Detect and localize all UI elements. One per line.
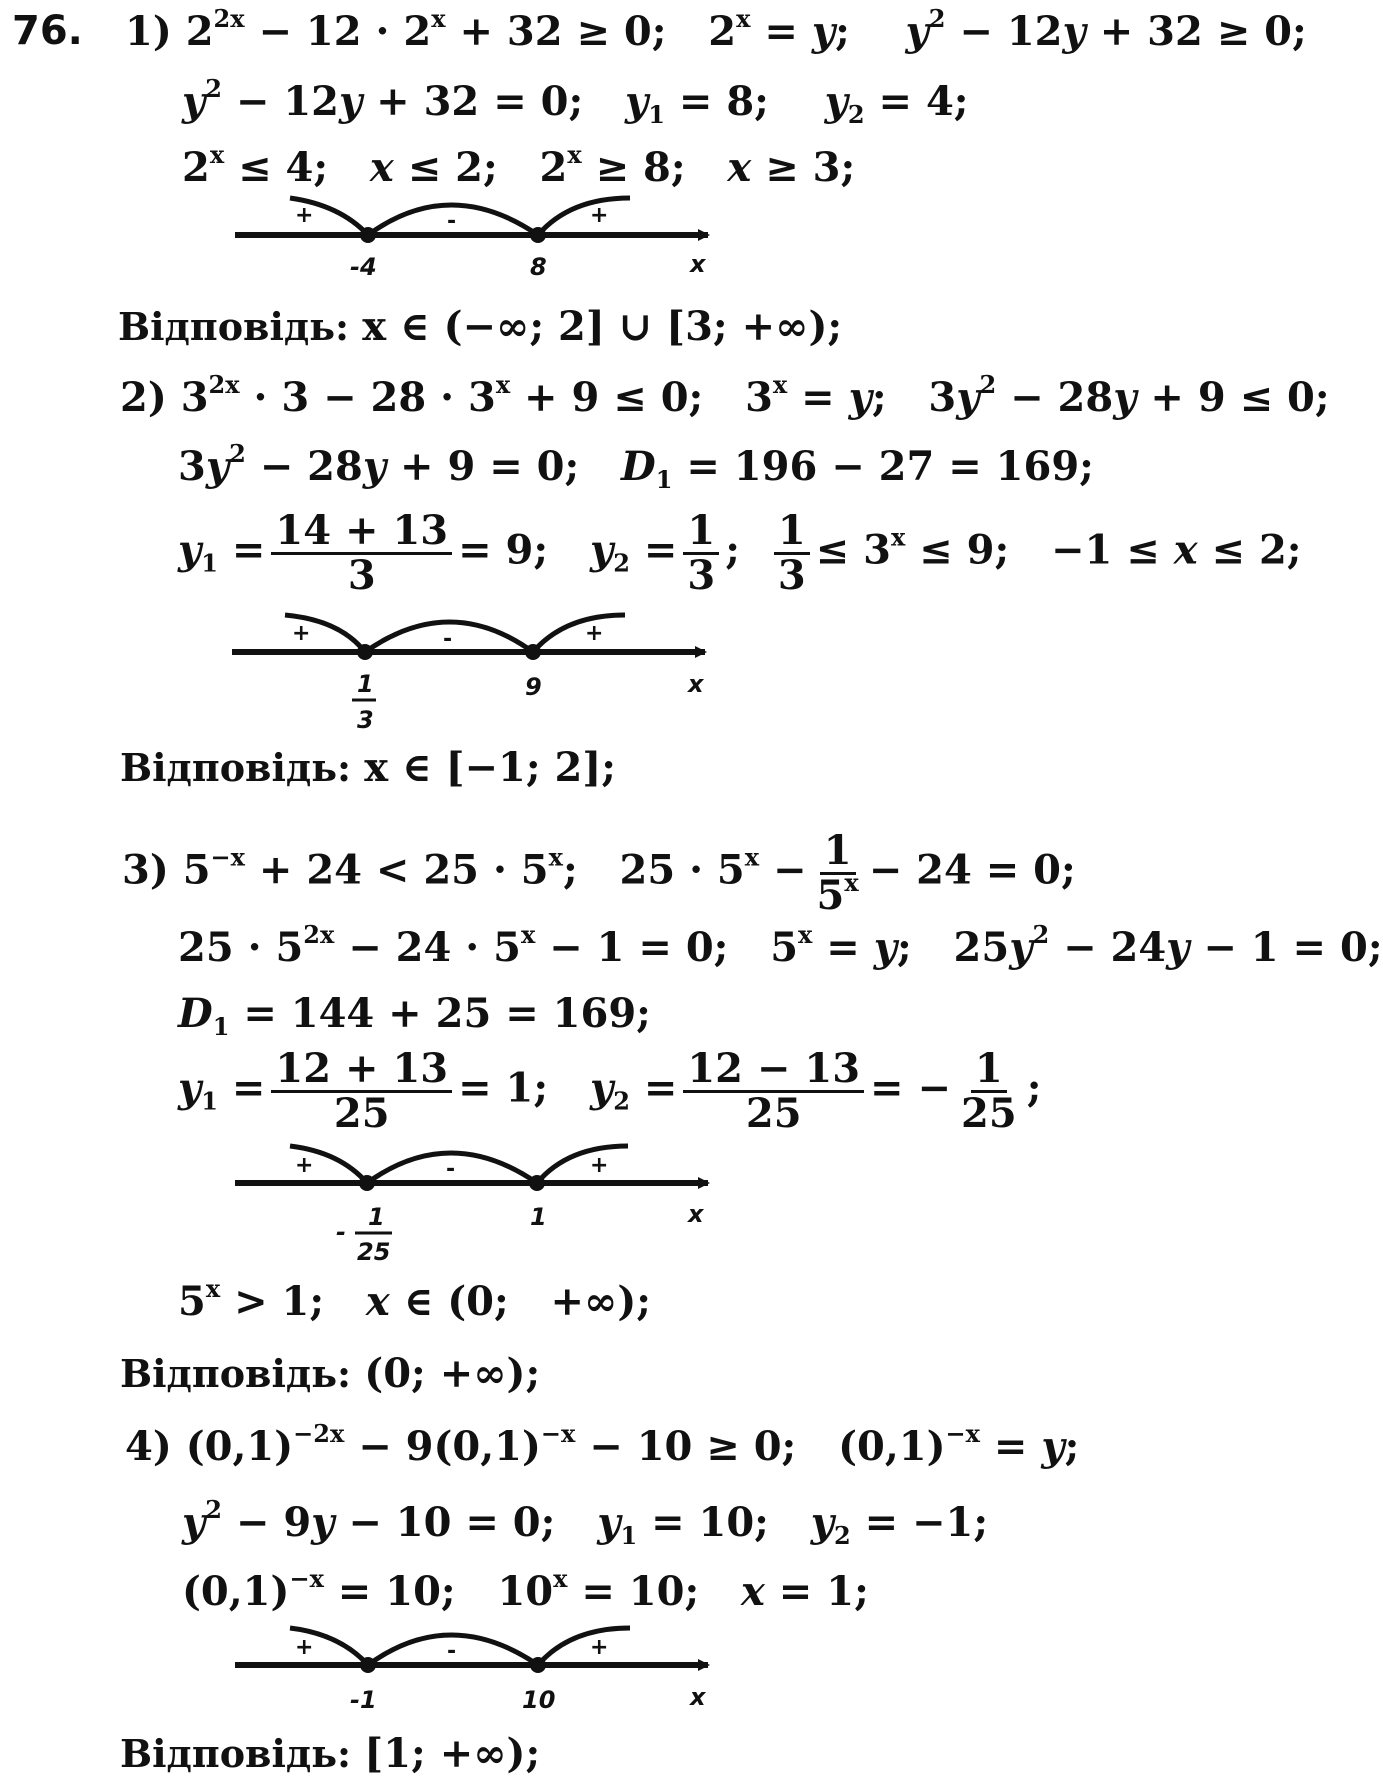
root-label: -1 bbox=[350, 1686, 377, 1714]
root-label-num: 1 bbox=[357, 670, 374, 698]
number-line-4 bbox=[235, 1628, 708, 1714]
part3-y2-mid: = − bbox=[870, 1064, 952, 1112]
part1-answer-value: x ∈ (−∞; 2] ∪ [3; +∞); bbox=[362, 303, 843, 350]
frac-numerator: 1 bbox=[774, 510, 810, 555]
root-point bbox=[525, 644, 541, 660]
number-line-3 bbox=[235, 1146, 708, 1266]
number-line-2 bbox=[232, 615, 705, 734]
sign-plus: + bbox=[295, 1153, 314, 1178]
part1-line3: $2^x \le 4$; x ≤ 2; $2^x \ge 8$; x ≥ 3; bbox=[182, 140, 856, 191]
part2-line3: $y_1$ = $\frac{14 + 13}{3}$ = 9; $y_2$ = $\frac{1}{3}$ ; $\frac{1}{3}$ ≤ $3^x \le 9$; −1 ≤ x ≤ 2; bbox=[178, 507, 1302, 599]
frac-denominator: 3 bbox=[687, 552, 716, 599]
answer-label: Відповідь: bbox=[120, 745, 352, 790]
root-label: 10 bbox=[522, 1686, 556, 1714]
part2-y1-rhs: = 9; bbox=[458, 526, 549, 574]
frac-numerator: 1 bbox=[971, 1048, 1007, 1093]
part3-label: 3) bbox=[122, 846, 169, 894]
part1-eq1: $2^{2x} - 12 \cdot 2^x + 32 \ge 0$; $2^x = y$; $y^2 - 12y + 32 \ge 0$; bbox=[185, 4, 1307, 55]
frac-denominator: 25 bbox=[961, 1090, 1017, 1137]
axis-var-label: x bbox=[688, 670, 704, 698]
part2-answer-value: x ∈ [−1; 2]; bbox=[364, 744, 617, 791]
part4-answer-value: [1; +∞); bbox=[364, 1730, 541, 1777]
sign-plus: + bbox=[292, 621, 311, 646]
answer-label: Відповідь: bbox=[120, 1351, 352, 1396]
sign-arc bbox=[538, 1628, 630, 1665]
number-line-1 bbox=[235, 198, 708, 281]
frac-numerator: 1 bbox=[820, 830, 856, 875]
part2-line2: $3y^2 - 28y + 9 = 0$; $D_1 = 196 - 27 = 169$; bbox=[178, 439, 1094, 494]
part3-line5: $5^x > 1$; x ∈ (0; +∞); bbox=[178, 1274, 652, 1325]
frac-denominator: 25 bbox=[333, 1090, 390, 1137]
part1-line2: $y^2 - 12y + 32 = 0$; $y_1 = 8$; $y_2 = 4$; bbox=[182, 74, 969, 129]
sign-plus: + bbox=[295, 203, 314, 228]
part4-line2: $y^2 - 9y - 10 = 0$; $y_1 = 10$; $y_2 = -1$; bbox=[182, 1495, 989, 1550]
root-label: -4 bbox=[350, 253, 377, 281]
root-label-sign: - bbox=[336, 1218, 346, 1246]
root-label-den: 3 bbox=[357, 706, 374, 734]
root-point bbox=[359, 1175, 375, 1191]
frac-denominator: 25 bbox=[745, 1090, 802, 1137]
root-point bbox=[360, 1657, 376, 1673]
part2-label: 2) bbox=[120, 374, 167, 421]
sign-plus: + bbox=[590, 203, 609, 228]
sign-plus: + bbox=[590, 1635, 609, 1660]
root-point bbox=[530, 227, 546, 243]
root-point bbox=[357, 644, 373, 660]
axis-var-label: x bbox=[688, 1200, 704, 1228]
frac-numerator: 1 bbox=[683, 510, 719, 555]
part3-line4: $y_1$ = $\frac{12 + 13}{25}$ = 1; $y_2$ = $\frac{12 - 13}{25}$ = − $\frac{1}{25}$ ; bbox=[178, 1045, 1042, 1137]
part3-answer-value: (0; +∞); bbox=[364, 1350, 541, 1397]
part3-line3: $D_1 = 144 + 25 = 169$; bbox=[178, 990, 651, 1041]
frac-numerator: 12 + 13 bbox=[271, 1048, 452, 1093]
frac-numerator: 14 + 13 bbox=[271, 510, 452, 555]
answer-label: Відповідь: bbox=[118, 304, 350, 349]
root-label: 1 bbox=[530, 1203, 547, 1231]
sign-plus: + bbox=[590, 1153, 609, 1178]
frac-denominator: 3 bbox=[777, 552, 806, 599]
axis-var-label: x bbox=[690, 1683, 706, 1711]
part4-line1: 4) $(0,1)^{-2x} - 9(0,1)^{-x} - 10 \ge 0$; $(0,1)^{-x} = y$; bbox=[125, 1419, 1080, 1470]
root-point bbox=[360, 227, 376, 243]
sign-minus: - bbox=[443, 627, 453, 652]
sign-arc bbox=[537, 1146, 628, 1183]
sign-minus: - bbox=[447, 209, 457, 234]
frac-numerator: 12 − 13 bbox=[683, 1048, 864, 1093]
part2-eq1: $3^{2x} \cdot 3 - 28 \cdot 3^x + 9 \le 0$; $3^x = y$; $3y^2 - 28y + 9 \le 0$; bbox=[180, 370, 1330, 421]
axis-var-label: x bbox=[690, 250, 706, 278]
sign-plus: + bbox=[585, 621, 604, 646]
root-point bbox=[530, 1657, 546, 1673]
part3-line1: 3) $5^{-x} + 24 < 25 \cdot 5^x$; $25 \cdot 5^x$ − $\frac{1}{5^x}$ − 24 = 0; bbox=[122, 827, 1076, 919]
answer-label: Відповідь: bbox=[120, 1731, 352, 1776]
problem-number: 76. bbox=[12, 8, 83, 54]
frac-denominator: 5$^x$ bbox=[816, 868, 859, 919]
part3-line2: $25 \cdot 5^{2x} - 24 \cdot 5^x - 1 = 0$; $5^x = y$; $25y^2 - 24y - 1 = 0$; bbox=[178, 920, 1383, 971]
root-label: 9 bbox=[525, 673, 542, 701]
sign-plus: + bbox=[295, 1635, 314, 1660]
root-point bbox=[529, 1175, 545, 1191]
part4-line3: $(0,1)^{-x} = 10$; $10^x = 10$; x = 1; bbox=[182, 1564, 869, 1615]
frac-denominator: 3 bbox=[347, 552, 376, 599]
part1-label: 1) bbox=[125, 8, 172, 55]
sign-minus: - bbox=[447, 1639, 457, 1664]
part4-label: 4) bbox=[125, 1423, 172, 1470]
sign-arc bbox=[533, 615, 625, 652]
root-label-num: 1 bbox=[368, 1203, 385, 1231]
part3-y1-rhs: = 1; bbox=[458, 1064, 549, 1112]
root-label: 8 bbox=[530, 253, 547, 281]
sign-minus: - bbox=[446, 1157, 456, 1182]
sign-arc bbox=[538, 198, 630, 235]
root-label-den: 25 bbox=[357, 1238, 391, 1266]
